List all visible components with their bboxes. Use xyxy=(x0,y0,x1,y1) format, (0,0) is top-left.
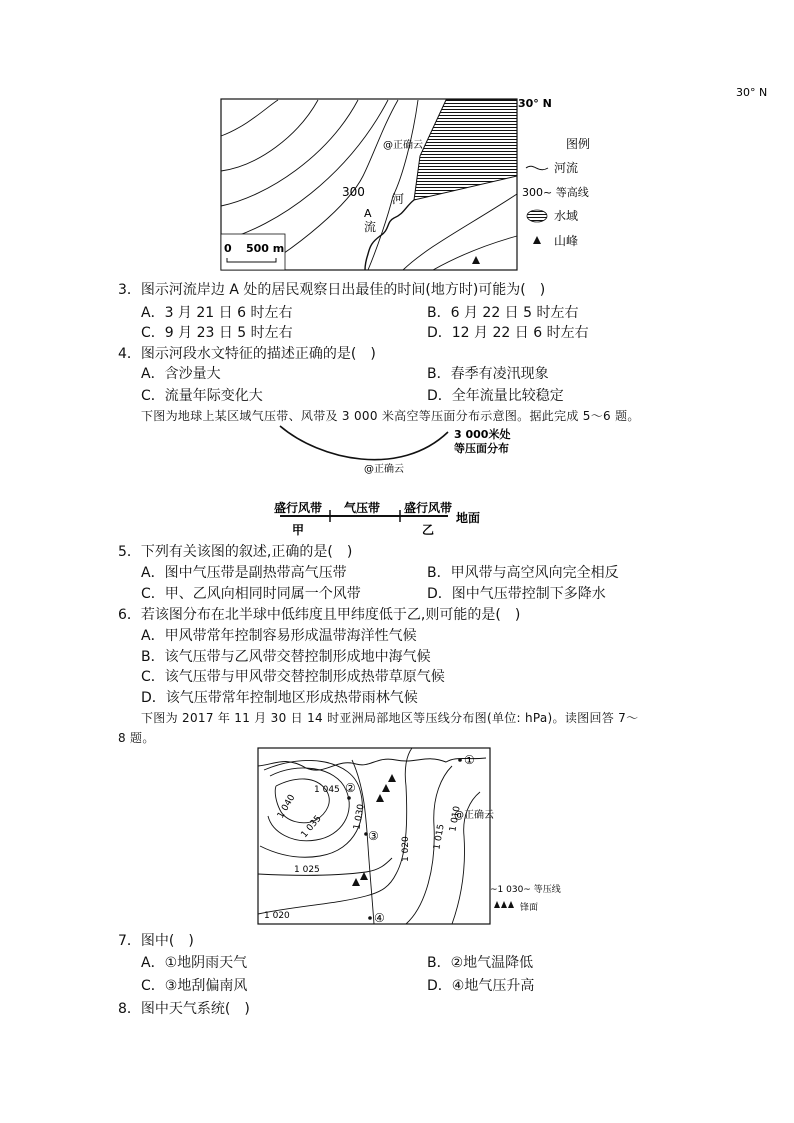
q4-option-d[interactable]: D．全年流量比较稳定 xyxy=(427,388,564,404)
point-2: ② xyxy=(345,781,356,795)
watermark: @正确云 xyxy=(383,140,423,151)
q4-option-b[interactable]: B．春季有凌汛现象 xyxy=(427,366,549,382)
watermark: @正确云 xyxy=(364,464,404,475)
legend-front: 锋面 xyxy=(520,903,539,913)
q3-option-b[interactable]: B．6 月 22 日 5 时左右 xyxy=(427,305,579,321)
q6-option-d[interactable]: D．该气压带常年控制地区形成热带雨林气候 xyxy=(141,690,418,706)
legend-title: 图例 xyxy=(566,137,591,151)
watermark: @正确云 xyxy=(454,810,494,821)
question-5: 5．下列有关该图的叙述,正确的是( ) xyxy=(118,544,353,560)
q7-option-d[interactable]: D．④地气压升高 xyxy=(427,978,535,994)
q5-option-a[interactable]: A．图中气压带是副热带高气压带 xyxy=(141,565,347,581)
isobar-1025: 1 025 xyxy=(294,865,320,875)
q4-option-c[interactable]: C．流量年际变化大 xyxy=(141,388,263,404)
q3-option-a[interactable]: A．3 月 21 日 6 时左右 xyxy=(141,305,293,321)
river-label-1: 河 xyxy=(392,192,405,206)
isobar-1030: 1 030 xyxy=(352,803,367,831)
isobaric-surface-curve xyxy=(280,426,448,460)
belt-right-label: 盛行风带 xyxy=(404,501,453,515)
point-a-label: A xyxy=(364,207,372,220)
q7-option-c[interactable]: C．③地刮偏南风 xyxy=(141,978,248,994)
legend-water: 水域 xyxy=(554,209,579,223)
q7-option-a[interactable]: A．①地阴雨天气 xyxy=(141,955,248,971)
legend-isobar: ~1 030~ 等压线 xyxy=(490,885,561,895)
question-3: 3．图示河流岸边 A 处的居民观察日出最佳的时间(地方时)可能为( ) xyxy=(118,282,546,298)
belt-left-label: 盛行风带 xyxy=(274,501,323,515)
belt-middle-label: 气压带 xyxy=(344,501,381,515)
scale-zero: 0 xyxy=(224,242,232,255)
point-1: ① xyxy=(464,753,475,767)
q3-option-d[interactable]: D．12 月 22 日 6 时左右 xyxy=(427,325,589,341)
point-3: ③ xyxy=(368,829,379,843)
q3-option-c[interactable]: C．9 月 23 日 5 时左右 xyxy=(141,325,293,341)
intro-7-8-line2: 8 题。 xyxy=(118,731,155,745)
scale-unit: 500 m xyxy=(246,242,285,255)
isobar-1035: 1 035 xyxy=(299,813,324,841)
q5-option-b[interactable]: B．甲风带与高空风向完全相反 xyxy=(427,565,619,581)
isobar-1020-left: 1 020 xyxy=(264,911,290,921)
ground-line-figure xyxy=(268,508,498,540)
yi-label: 乙 xyxy=(422,523,435,537)
q6-option-c[interactable]: C．该气压带与甲风带交替控制形成热带草原气候 xyxy=(141,669,445,685)
question-8: 8．图中天气系统( ) xyxy=(118,1001,250,1017)
contour-map-figure xyxy=(218,86,768,276)
pressure-belt-figure xyxy=(260,420,520,520)
isobar-1045: 1 045 xyxy=(314,785,340,795)
legend-river-icon xyxy=(526,166,548,169)
isobar-map-figure xyxy=(256,746,576,926)
legend-contour: 300~ 等高线 xyxy=(522,186,589,199)
legend-peak-icon xyxy=(533,236,541,244)
q7-option-b[interactable]: B．②地气温降低 xyxy=(427,955,534,971)
isobaric-label-1: 3 000米处 xyxy=(454,428,511,441)
river-label-2: 流 xyxy=(364,220,377,234)
peak-icon xyxy=(472,256,480,264)
latitude-label: 30° N xyxy=(518,97,552,110)
q5-option-d[interactable]: D．图中气压带控制下多降水 xyxy=(427,586,606,602)
question-7: 7．图中( ) xyxy=(118,933,194,949)
q5-option-c[interactable]: C．甲、乙风向相同时同属一个风带 xyxy=(141,586,361,602)
question-6: 6．若该图分布在北半球中低纬度且甲纬度低于乙,则可能的是( ) xyxy=(118,607,521,623)
contour-300-label: 300 xyxy=(342,185,365,199)
legend-river: 河流 xyxy=(554,161,579,175)
ground-label: 地面 xyxy=(456,511,481,525)
isobar-1040: 1 040 xyxy=(275,793,298,821)
question-4: 4．图示河段水文特征的描述正确的是( ) xyxy=(118,346,376,362)
legend-water-icon xyxy=(527,210,547,222)
intro-5-6: 下图为地球上某区域气压带、风带及 3 000 米高空等压面分布示意图。据此完成 5～6 题。 xyxy=(141,409,640,423)
isobaric-label-2: 等压面分布 xyxy=(454,442,509,455)
q6-option-b[interactable]: B．该气压带与乙风带交替控制形成地中海气候 xyxy=(141,649,431,665)
water-body xyxy=(414,100,517,200)
q4-option-a[interactable]: A．含沙量大 xyxy=(141,366,221,382)
q6-option-a[interactable]: A．甲风带常年控制容易形成温带海洋性气候 xyxy=(141,628,417,644)
intro-7-8-line1: 下图为 2017 年 11 月 30 日 14 时亚洲局部地区等压线分布图(单位: hPa)。读图回答 7～ xyxy=(141,711,639,725)
legend-front-icon xyxy=(494,901,514,908)
isobar-1015: 1 015 xyxy=(432,823,447,851)
legend-peak: 山峰 xyxy=(554,234,579,248)
svg-text:30° N: 30° N xyxy=(736,86,768,99)
isobar-1010: 1 010 xyxy=(448,805,463,833)
point-4: ④ xyxy=(374,911,385,925)
isobar-1020-right: 1 020 xyxy=(401,836,411,862)
jia-label: 甲 xyxy=(292,523,305,537)
